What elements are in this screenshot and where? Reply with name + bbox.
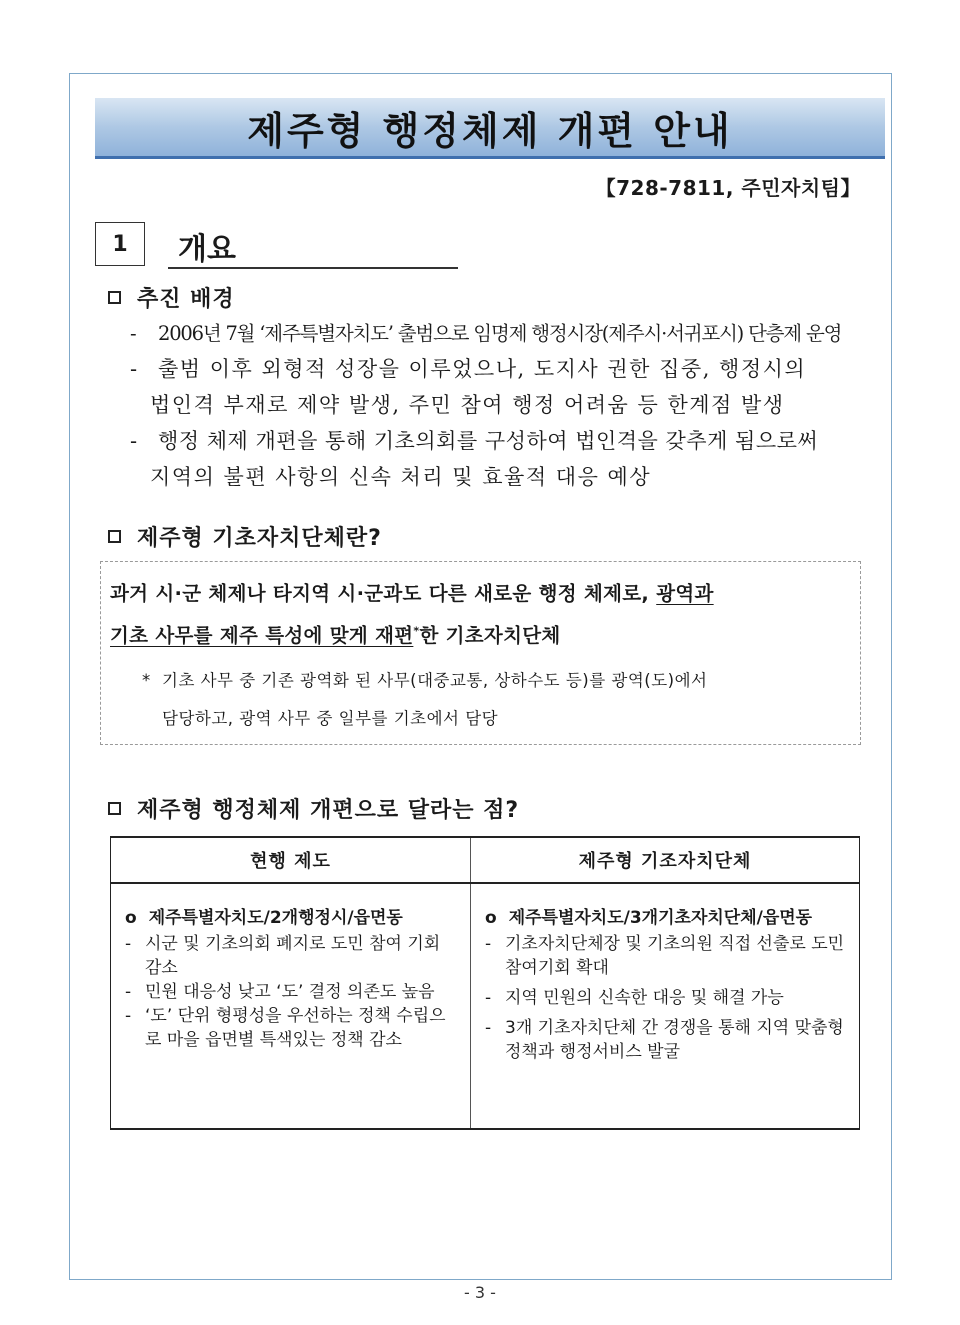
list-item: - 기초자치단체장 및 기초의원 직접 선출로 도민 참여기회 확대 [485,934,845,978]
definition-line-1: 과거 시·군 체제나 타지역 시·군과도 다른 새로운 행정 체제로, 광역과 [110,582,714,605]
background-item-3-cont: 지역의 불편 사항의 신속 처리 및 효율적 대응 예상 [150,465,652,489]
comparison-heading-text: 제주형 행정체제 개편으로 달라는 점? [137,798,520,823]
page-number: - 3 - [464,1283,496,1302]
page-title: 제주형 행정체제 개편 안내 [247,108,733,153]
current-system-cell [111,883,471,1129]
new-head: o 제주특별자치도/3개기초자치단체/읍면동 [485,908,813,928]
list-item: - 민원 대응성 낮고 ‘도’ 결정 의존도 높음 [125,982,435,1002]
table-row [111,883,860,1129]
list-item: - 시군 및 기초의회 폐지로 도민 참여 기회 감소 [125,934,441,978]
section-number: 1 [95,222,145,266]
contact-info: 【728-7811, 주민자치팀】 [595,176,861,200]
definition-heading [108,521,382,552]
title-banner [95,98,885,159]
list-item: - 지역 민원의 신속한 대응 및 해결 가능 [485,988,784,1008]
definition-note-2: 담당하고, 광역 사무 중 일부를 기초에서 담당 [162,709,499,728]
definition-heading-text: 제주형 기초자치단체란? [137,526,382,551]
background-heading-text: 추진 배경 [137,287,235,312]
definition-note-1: * 기초 사무 중 기존 광역화 된 사무(대중교통, 상하수도 등)를 광역(도)에서 [142,671,708,690]
background-heading [108,282,235,313]
new-system-cell [471,883,860,1129]
background-item-2-cont: 법인격 부재로 제약 발생, 주민 참여 행정 어려움 등 한계점 발생 [150,393,785,417]
background-item-1: - 2006년 7월 ‘제주특별자치도’ 출범으로 임명제 행정시장(제주시·서귀포시) 단층제 운영 [130,322,842,345]
comparison-table [110,836,860,1130]
column-header-current: 현행 제도 [111,837,471,883]
column-header-new: 제주형 기조자치단체 [471,837,860,883]
comparison-heading [108,793,519,824]
definition-line-2: 기초 사무를 제주 특성에 맞게 재편*한 기초자치단체 [110,624,561,647]
background-item-2: - 출범 이후 외형적 성장을 이루었으나, 도지사 권한 집중, 행정시의 [130,357,807,381]
checkbox-bullet-icon [108,291,121,304]
background-item-3: - 행정 체제 개편을 통해 기초의회를 구성하여 법인격을 갖추게 됨으로써 [130,429,819,453]
section-underline [168,267,458,269]
table-header-row [111,837,860,883]
current-head: o 제주특별자치도/2개행정시/읍면동 [125,908,403,928]
section-title: 개요 [178,232,236,267]
list-item: - 3개 기초자치단체 간 경쟁을 통해 지역 맞춤형 정책과 행정서비스 발굴 [485,1018,844,1062]
list-item: - ‘도’ 단위 형평성을 우선하는 정책 수립으로 마을 읍면별 특색있는 정책 감소 [125,1006,446,1050]
checkbox-bullet-icon [108,530,121,543]
checkbox-bullet-icon [108,802,121,815]
